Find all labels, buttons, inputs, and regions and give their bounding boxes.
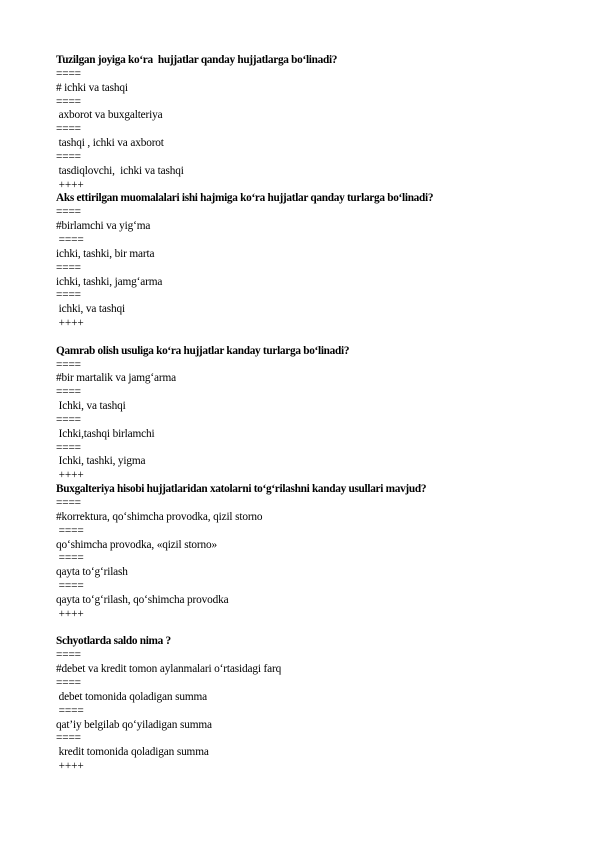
answer-option-line: tasdiqlovchi, ichki va tashqi	[56, 164, 184, 177]
separator-line: ====	[56, 732, 81, 745]
separator-line: ====	[56, 580, 84, 593]
answer-option-line: debet tomonida qoladigan summa	[56, 690, 207, 703]
answer-option-line: ichki, va tashqi	[56, 303, 125, 316]
correct-answer-line: # ichki va tashqi	[56, 81, 128, 94]
separator-line: ====	[56, 95, 81, 108]
answer-option-line: tashqi , ichki va axborot	[56, 137, 164, 150]
correct-answer-line: #bir martalik va jamg‘arma	[56, 372, 177, 385]
question-heading: Qamrab olish usuliga ko‘ra hujjatlar kanday turlarga bo‘linadi?	[56, 344, 350, 357]
question-end-marker: ++++	[56, 760, 84, 773]
blank-line	[56, 622, 556, 636]
blank-line	[56, 331, 556, 345]
answer-option-line: axborot va buxgalteriya	[56, 109, 163, 122]
separator-line: ====	[56, 206, 81, 219]
separator-line: ====	[56, 386, 81, 399]
separator-line: ====	[56, 233, 84, 246]
separator-line: ====	[56, 67, 81, 80]
question-end-marker: ++++	[56, 469, 84, 482]
question-heading: Aks ettirilgan muomalalari ishi hajmiga ko‘ra hujjatlar qanday turlarga bo‘linadi?	[56, 192, 434, 205]
answer-option-line: qo‘shimcha provodka, «qizil storno»	[56, 538, 218, 551]
question-end-marker: ++++	[56, 317, 84, 330]
question-heading: Tuzilgan joyiga ko‘ra hujjatlar qanday hujjatlarga bo‘linadi?	[56, 54, 338, 66]
separator-line: ====	[56, 150, 81, 163]
question-heading: Schyotlarda saldo nima ?	[56, 635, 171, 648]
correct-answer-line: #korrektura, qo‘shimcha provodka, qizil storno	[56, 510, 263, 523]
answer-option-line: Ichki, tashki, yigma	[56, 455, 146, 468]
question-end-marker: ++++	[56, 607, 84, 620]
separator-line: ====	[56, 649, 81, 662]
separator-line: ====	[56, 289, 81, 302]
answer-option-line: qat’iy belgilab qo‘yiladigan summa	[56, 718, 212, 731]
answer-option-line: qayta to‘g‘rilash, qo‘shimcha provodka	[56, 593, 229, 606]
separator-line: ====	[56, 497, 81, 509]
answer-option-line: ichki, tashki, bir marta	[56, 247, 155, 260]
separator-line: ====	[56, 552, 84, 565]
question-end-marker: ++++	[56, 178, 84, 191]
separator-line: ====	[56, 676, 81, 689]
correct-answer-line: #birlamchi va yig‘ma	[56, 220, 151, 233]
question-heading: Buxgalteriya hisobi hujjatlaridan xatolarni to‘g‘rilashni kanday usullari mavjud?	[56, 483, 427, 496]
answer-option-line: ichki, tashki, jamg‘arma	[56, 275, 163, 288]
answer-option-line: kredit tomonida qoladigan summa	[56, 746, 209, 759]
document-body	[56, 54, 556, 774]
separator-line: ====	[56, 524, 84, 537]
separator-line: ====	[56, 123, 81, 136]
separator-line: ====	[56, 704, 84, 717]
answer-option-line: Ichki,tashqi birlamchi	[56, 427, 155, 440]
answer-option-line: Ichki, va tashqi	[56, 400, 126, 413]
separator-line: ====	[56, 413, 81, 426]
separator-line: ====	[56, 358, 81, 371]
correct-answer-line: #debet va kredit tomon aylanmalari o‘rtasidagi farq	[56, 663, 282, 676]
answer-option-line: qayta to‘g‘rilash	[56, 566, 128, 579]
separator-line: ====	[56, 261, 81, 274]
separator-line: ====	[56, 441, 81, 454]
